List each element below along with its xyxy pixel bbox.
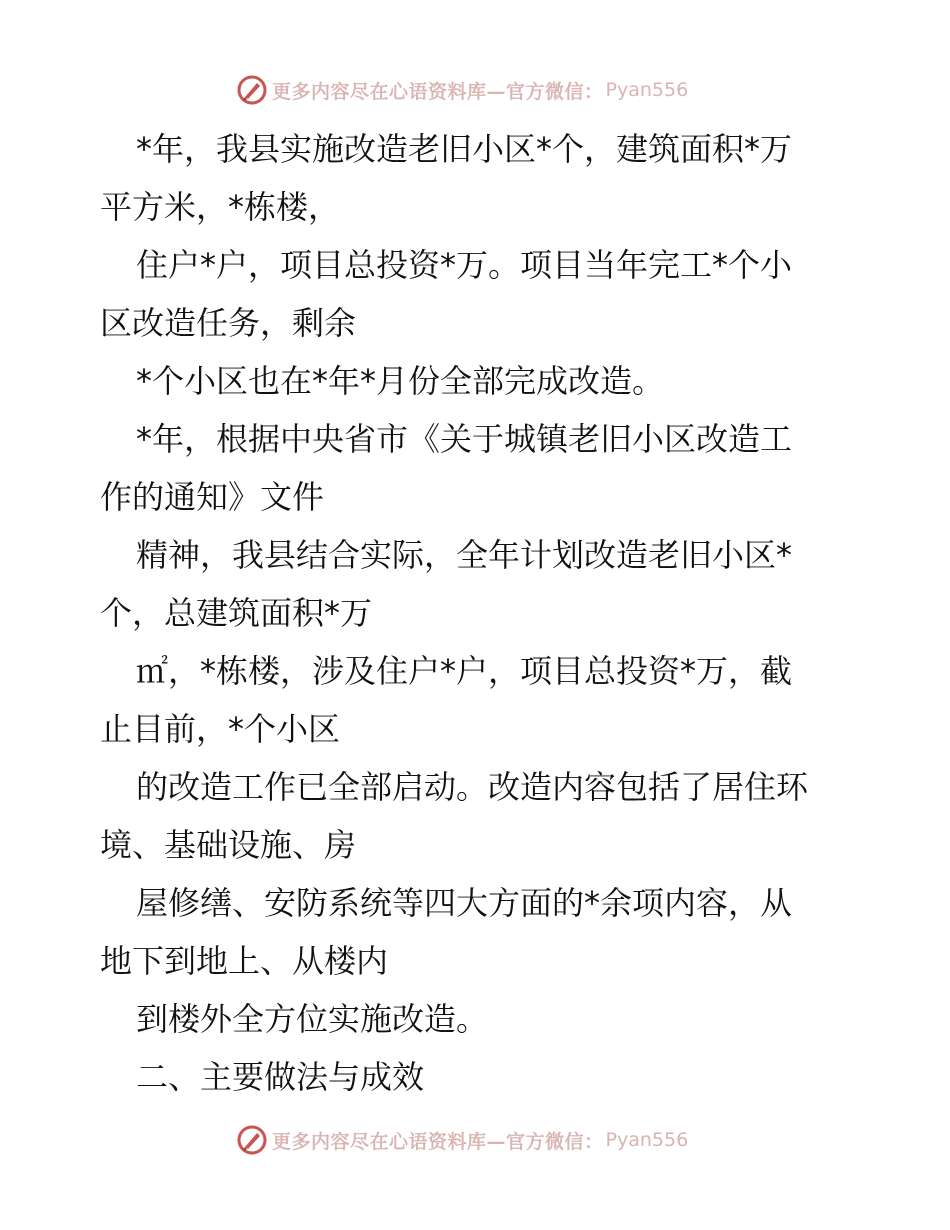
pen-logo-icon: [236, 74, 268, 106]
text-line: *个小区也在*年*月份全部完成改造。: [136, 362, 665, 400]
header-banner-wechat-id: Pyan556: [605, 79, 689, 101]
text-line: 区改造任务，剩余: [100, 304, 357, 342]
text-line: 到楼外全方位实施改造。: [136, 1000, 489, 1038]
text-line: 屋修缮、安防系统等四大方面的*余项内容，从: [136, 884, 793, 922]
footer-banner-text: 更多内容尽在心语资料库—官方微信：: [272, 1130, 604, 1153]
text-line: 个，总建筑面积*万: [100, 594, 373, 632]
text-line: ㎡，*栋楼，涉及住户*户，项目总投资*万，截: [136, 652, 793, 690]
section-heading: 二、主要做法与成效: [136, 1058, 425, 1096]
text-line: 精神，我县结合实际，全年计划改造老旧小区*: [136, 536, 793, 574]
text-line: *年，我县实施改造老旧小区*个，建筑面积*万: [136, 130, 793, 168]
body-text: [100, 120, 860, 1106]
text-line: 境、基础设施、房: [100, 826, 357, 864]
text-line: 地下到地上、从楼内: [100, 942, 389, 980]
footer-watermark-banner: [236, 1122, 688, 1158]
header-banner-text: 更多内容尽在心语资料库—官方微信：: [272, 80, 604, 103]
text-line: 的改造工作已全部启动。改造内容包括了居住环: [136, 768, 809, 806]
header-watermark-banner: [236, 72, 688, 108]
text-line: 住户*户，项目总投资*万。项目当年完工*个小: [136, 246, 793, 284]
pen-logo-icon: [236, 1124, 268, 1156]
footer-banner-wechat-id: Pyan556: [605, 1129, 689, 1151]
text-line: 作的通知》文件: [100, 478, 325, 516]
text-line: 止目前，*个小区: [100, 710, 341, 748]
text-line: *年，根据中央省市《关于城镇老旧小区改造工: [136, 420, 793, 458]
text-line: 平方米，*栋楼，: [100, 188, 341, 226]
